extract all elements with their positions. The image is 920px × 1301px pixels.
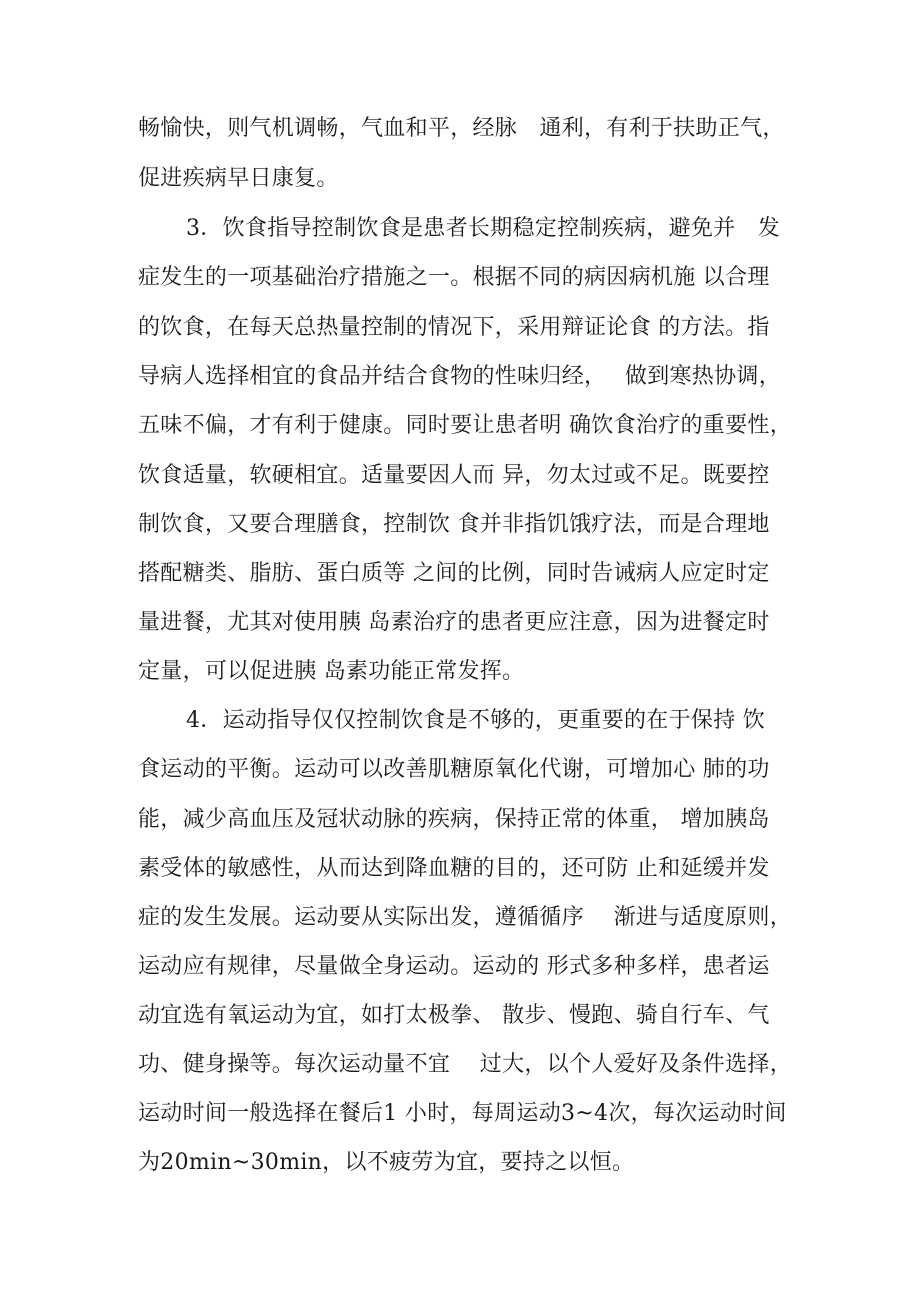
text-line: 量进餐，尤其对使用胰 岛素治疗的患者更应注意，因为进餐定时 xyxy=(138,610,770,635)
text-line: 运动时间一般选择在餐后1 小时，每周运动3~4次，每次运动时间 xyxy=(138,1101,787,1126)
text-line: 食运动的平衡。运动可以改善肌糖原氧化代谢，可增加心 肺的功 xyxy=(138,757,770,782)
text-line: 的饮食，在每天总热量控制的情况下，采用辩证论食 的方法。指 xyxy=(138,315,770,340)
text-line: 症的发生发展。运动要从实际出发，遵循循序 渐进与适度原则， xyxy=(138,905,792,930)
text-line: 五味不偏，才有利于健康。同时要让患者明 确饮食治疗的重要性， xyxy=(138,413,792,438)
text-line: 搭配糖类、脂肪、蛋白质等 之间的比例，同时告诫病人应定时定 xyxy=(138,561,770,586)
text-line: 运动应有规律，尽量做全身运动。运动的 形式多种多样，患者运 xyxy=(138,954,770,979)
text-line: 动宜选有氧运动为宜，如打太极拳、 散步、慢跑、骑自行车、气 xyxy=(138,1003,770,1028)
text-line: 定量，可以促进胰 岛素功能正常发挥。 xyxy=(138,659,525,684)
text-line: 制饮食，又要合理膳食，控制饮 食并非指饥饿疗法，而是合理地 xyxy=(138,512,770,537)
text-line-section-3-heading: 3．饮食指导控制饮食是患者长期稳定控制疾病，避免并 发 xyxy=(186,216,781,241)
text-line: 为20min~30min，以不疲劳为宜，要持之以恒。 xyxy=(138,1150,635,1175)
text-line: 功、健身操等。每次运动量不宜 过大，以个人爱好及条件选择， xyxy=(138,1052,792,1077)
text-line: 促进疾病早日康复。 xyxy=(138,166,339,191)
text-line: 素受体的敏感性，从而达到降血糖的目的，还可防 止和延缓并发 xyxy=(138,856,770,881)
text-line: 饮食适量，软硬相宜。适量要因人而 异，勿太过或不足。既要控 xyxy=(138,463,770,488)
text-line: 导病人选择相宜的食品并结合食物的性味归经， 做到寒热协调， xyxy=(138,364,781,389)
text-line: 能，减少高血压及冠状动脉的疾病，保持正常的体重， 增加胰岛 xyxy=(138,807,770,832)
text-line: 症发生的一项基础治疗措施之一。根据不同的病因病机施 以合理 xyxy=(138,265,770,290)
text-line: 畅愉快，则气机调畅，气血和平，经脉 通利，有利于扶助正气， xyxy=(138,116,785,141)
text-line-section-4-heading: 4．运动指导仅仅控制饮食是不够的，更重要的在于保持 饮 xyxy=(186,708,766,733)
